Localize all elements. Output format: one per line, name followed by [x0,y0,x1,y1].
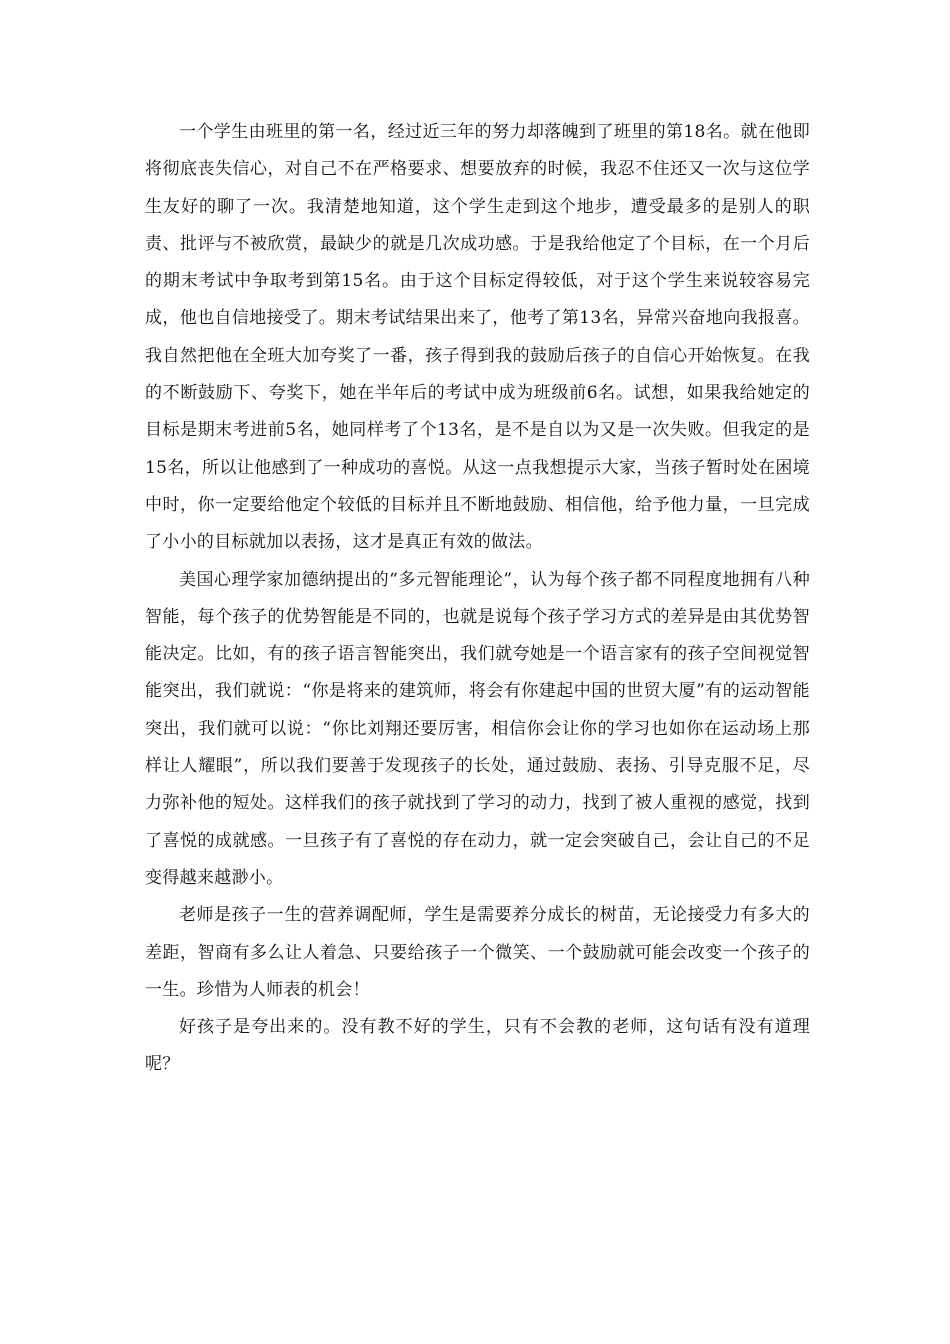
document-body [145,114,810,1084]
paragraph-1: 一个学生由班里的第一名，经过近三年的努力却落魄到了班里的第18名。就在他即将彻底丧失信心，对自己不在严格要求、想要放弃的时候，我忍不住还又一次与这位学生友好的聊了一次。我清楚地知道，这个学生走到这个地步，遭受最多的是别人的职责、批评与不被欣赏，最缺少的就是几次成功感。于是我给他定了个目标，在一个月后的期末考试中争取考到第15名。由于这个目标定得较低，对于这个学生来说较容易完成，他也自信地接受了。期末考试结果出来了，他考了第13名，异常兴奋地向我报喜。我自然把他在全班大加夸奖了一番，孩子得到我的鼓励后孩子的自信心开始恢复。在我的不断鼓励下、夸奖下，她在半年后的考试中成为班级前6名。试想，如果我给她定的目标是期末考进前5名，她同样考了个13名，是不是自以为又是一次失败。但我定的是15名，所以让他感到了一种成功的喜悦。从这一点我想提示大家，当孩子暂时处在困境中时，你一定要给他定个较低的目标并且不断地鼓励、相信他，给予他力量，一旦完成了小小的目标就加以表扬，这才是真正有效的做法。 [145,122,810,553]
paragraph-3: 老师是孩子一生的营养调配师，学生是需要养分成长的树苗，无论接受力有多大的差距，智商有多么让人着急、只要给孩子一个微笑、一个鼓励就可能会改变一个孩子的一生。珍惜为人师表的机会！ [145,905,810,1000]
paragraph-4: 好孩子是夸出来的。没有教不好的学生，只有不会教的老师，这句话有没有道理呢？ [145,1017,810,1075]
paragraph-2: 美国心理学家加德纳提出的“多元智能理论”，认为每个孩子都不同程度地拥有八种智能，每个孩子的优势智能是不同的，也就是说每个孩子学习方式的差异是由其优势智能决定。比如，有的孩子语言智能突出，我们就夸她是一个语言家有的孩子空间视觉智能突出，我们就说：“你是将来的建筑师，将会有你建起中国的世贸大厦”有的运动智能突出，我们就可以说：“你比刘翔还要厉害，相信你会让你的学习也如你在运动场上那样让人耀眼”，所以我们要善于发现孩子的长处，通过鼓励、表扬、引导克服不足，尽力弥补他的短处。这样我们的孩子就找到了学习的动力，找到了被人重视的感觉，找到了喜悦的成就感。一旦孩子有了喜悦的存在动力，就一定会突破自己，会让自己的不足变得越来越渺小。 [145,569,810,888]
